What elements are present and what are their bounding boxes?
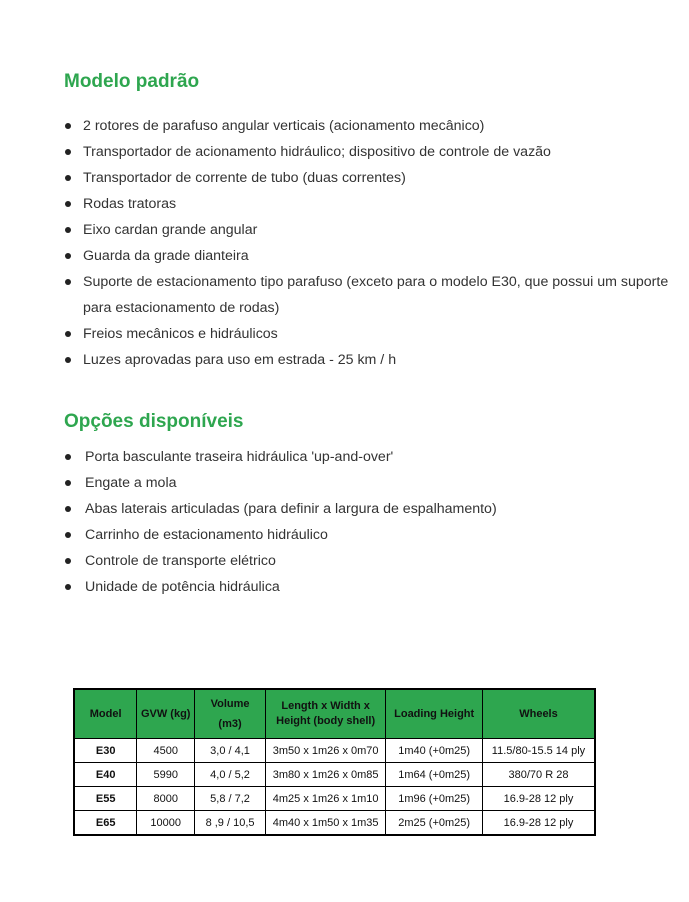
list-item: Abas laterais articuladas (para definir a largura de espalhamento) <box>64 496 674 522</box>
cell-wheels: 11.5/80-15.5 14 ply <box>482 739 595 763</box>
table-row <box>74 739 595 763</box>
cell-dimensions: 4m40 x 1m50 x 1m35 <box>265 811 385 836</box>
cell-volume: 5,8 / 7,2 <box>195 787 266 811</box>
list-item: Engate a mola <box>64 470 674 496</box>
list-item: Transportador de corrente de tubo (duas correntes) <box>64 165 674 191</box>
table-row <box>74 787 595 811</box>
cell-gvw: 8000 <box>137 787 195 811</box>
col-header-dimensions: Length x Width x Height (body shell) <box>265 689 385 739</box>
cell-dimensions: 3m50 x 1m26 x 0m70 <box>265 739 385 763</box>
list-item: Transportador de acionamento hidráulico; dispositivo de controle de vazão <box>64 139 674 165</box>
cell-loading-height: 2m25 (+0m25) <box>386 811 483 836</box>
list-item: Freios mecânicos e hidráulicos <box>64 321 674 347</box>
list-item: Porta basculante traseira hidráulica 'up-and-over' <box>64 444 674 470</box>
list-item: Guarda da grade dianteira <box>64 243 674 269</box>
cell-volume: 3,0 / 4,1 <box>195 739 266 763</box>
table-row <box>74 763 595 787</box>
col-header-model: Model <box>74 689 137 739</box>
cell-wheels: 16.9-28 12 ply <box>482 787 595 811</box>
standard-title: Modelo padrão <box>64 71 200 92</box>
cell-gvw: 5990 <box>137 763 195 787</box>
volume-header-line1: Volume <box>210 697 250 710</box>
table-row <box>74 811 595 836</box>
cell-wheels: 380/70 R 28 <box>482 763 595 787</box>
col-header-wheels: Wheels <box>482 689 595 739</box>
cell-volume: 4,0 / 5,2 <box>195 763 266 787</box>
cell-dimensions: 3m80 x 1m26 x 0m85 <box>265 763 385 787</box>
list-item: Luzes aprovadas para uso em estrada - 25 km / h <box>64 347 674 373</box>
volume-header-line2: (m3) <box>218 717 242 730</box>
col-header-loading-height: Loading Height <box>386 689 483 739</box>
col-header-volume <box>195 689 266 739</box>
list-item: Suporte de estacionamento tipo parafuso (exceto para o modelo E30, que possui um suporte para estacionamento de rodas) <box>64 269 674 321</box>
cell-dimensions: 4m25 x 1m26 x 1m10 <box>265 787 385 811</box>
cell-model: E40 <box>74 763 137 787</box>
list-item: 2 rotores de parafuso angular verticais (acionamento mecânico) <box>64 113 674 139</box>
table-header-row <box>74 689 595 739</box>
options-title: Opções disponíveis <box>64 411 244 432</box>
cell-model: E30 <box>74 739 137 763</box>
cell-loading-height: 1m96 (+0m25) <box>386 787 483 811</box>
specs-table <box>73 688 596 836</box>
list-item: Controle de transporte elétrico <box>64 548 674 574</box>
cell-wheels: 16.9-28 12 ply <box>482 811 595 836</box>
cell-loading-height: 1m40 (+0m25) <box>386 739 483 763</box>
cell-loading-height: 1m64 (+0m25) <box>386 763 483 787</box>
col-header-gvw: GVW (kg) <box>137 689 195 739</box>
cell-model: E65 <box>74 811 137 836</box>
options-list <box>64 444 674 600</box>
cell-model: E55 <box>74 787 137 811</box>
list-item: Unidade de potência hidráulica <box>64 574 674 600</box>
cell-gvw: 10000 <box>137 811 195 836</box>
standard-list <box>64 113 674 373</box>
list-item: Carrinho de estacionamento hidráulico <box>64 522 674 548</box>
list-item: Rodas tratoras <box>64 191 674 217</box>
list-item: Eixo cardan grande angular <box>64 217 674 243</box>
cell-volume: 8 ,9 / 10,5 <box>195 811 266 836</box>
cell-gvw: 4500 <box>137 739 195 763</box>
